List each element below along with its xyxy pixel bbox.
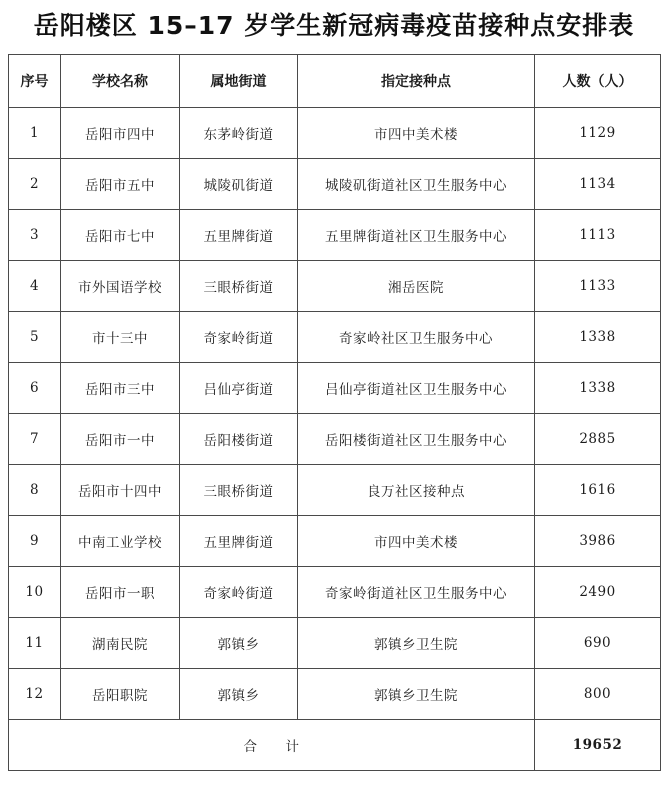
cell-street: 岳阳楼街道 [180,414,298,465]
table-row [9,159,661,210]
table-row [9,363,661,414]
cell-street: 郭镇乡 [180,618,298,669]
cell-street: 奇家岭街道 [180,312,298,363]
cell-school: 岳阳市十四中 [61,465,180,516]
cell-count: 1134 [535,159,661,210]
cell-school: 岳阳市五中 [61,159,180,210]
total-row [9,720,661,771]
cell-site: 良万社区接种点 [298,465,535,516]
cell-school: 岳阳市七中 [61,210,180,261]
cell-site: 城陵矶街道社区卫生服务中心 [298,159,535,210]
cell-site: 市四中美术楼 [298,516,535,567]
cell-site: 郭镇乡卫生院 [298,669,535,720]
column-header-index: 序号 [9,55,61,108]
cell-index: 8 [9,465,61,516]
cell-site: 市四中美术楼 [298,108,535,159]
table-row [9,516,661,567]
table-row [9,261,661,312]
cell-index: 1 [9,108,61,159]
cell-school: 市外国语学校 [61,261,180,312]
cell-count: 2885 [535,414,661,465]
column-header-school: 学校名称 [61,55,180,108]
column-header-count: 人数（人） [535,55,661,108]
cell-index: 10 [9,567,61,618]
header-row [9,55,661,108]
cell-site: 奇家岭街道社区卫生服务中心 [298,567,535,618]
cell-index: 6 [9,363,61,414]
cell-index: 9 [9,516,61,567]
cell-count: 800 [535,669,661,720]
cell-site: 五里牌街道社区卫生服务中心 [298,210,535,261]
cell-count: 1338 [535,363,661,414]
cell-count: 690 [535,618,661,669]
table-row [9,210,661,261]
cell-street: 城陵矶街道 [180,159,298,210]
cell-index: 5 [9,312,61,363]
table-row [9,567,661,618]
column-header-site: 指定接种点 [298,55,535,108]
page-title: 岳阳楼区 15–17 岁学生新冠病毒疫苗接种点安排表 [33,11,635,40]
table-row [9,414,661,465]
cell-street: 五里牌街道 [180,210,298,261]
cell-site: 奇家岭社区卫生服务中心 [298,312,535,363]
table-row [9,465,661,516]
cell-site: 岳阳楼街道社区卫生服务中心 [298,414,535,465]
cell-school: 中南工业学校 [61,516,180,567]
cell-index: 4 [9,261,61,312]
cell-count: 2490 [535,567,661,618]
cell-site: 湘岳医院 [298,261,535,312]
cell-school: 湖南民院 [61,618,180,669]
cell-index: 7 [9,414,61,465]
cell-school: 岳阳市四中 [61,108,180,159]
vaccination-schedule-table [8,54,661,771]
cell-count: 1129 [535,108,661,159]
table-row [9,312,661,363]
cell-count: 1338 [535,312,661,363]
cell-street: 三眼桥街道 [180,465,298,516]
cell-index: 11 [9,618,61,669]
cell-site: 吕仙亭街道社区卫生服务中心 [298,363,535,414]
cell-school: 岳阳市一职 [61,567,180,618]
cell-school: 市十三中 [61,312,180,363]
cell-street: 吕仙亭街道 [180,363,298,414]
cell-index: 3 [9,210,61,261]
cell-school: 岳阳市一中 [61,414,180,465]
cell-street: 奇家岭街道 [180,567,298,618]
cell-street: 五里牌街道 [180,516,298,567]
cell-count: 1113 [535,210,661,261]
cell-count: 3986 [535,516,661,567]
cell-count: 1616 [535,465,661,516]
cell-index: 2 [9,159,61,210]
cell-street: 东茅岭街道 [180,108,298,159]
cell-index: 12 [9,669,61,720]
table-row [9,108,661,159]
column-header-street: 属地街道 [180,55,298,108]
total-value: 19652 [535,720,661,771]
cell-street: 三眼桥街道 [180,261,298,312]
cell-street: 郭镇乡 [180,669,298,720]
cell-school: 岳阳职院 [61,669,180,720]
table-row [9,618,661,669]
table-row [9,669,661,720]
total-label: 合 计 [9,720,535,771]
cell-count: 1133 [535,261,661,312]
cell-site: 郭镇乡卫生院 [298,618,535,669]
cell-school: 岳阳市三中 [61,363,180,414]
